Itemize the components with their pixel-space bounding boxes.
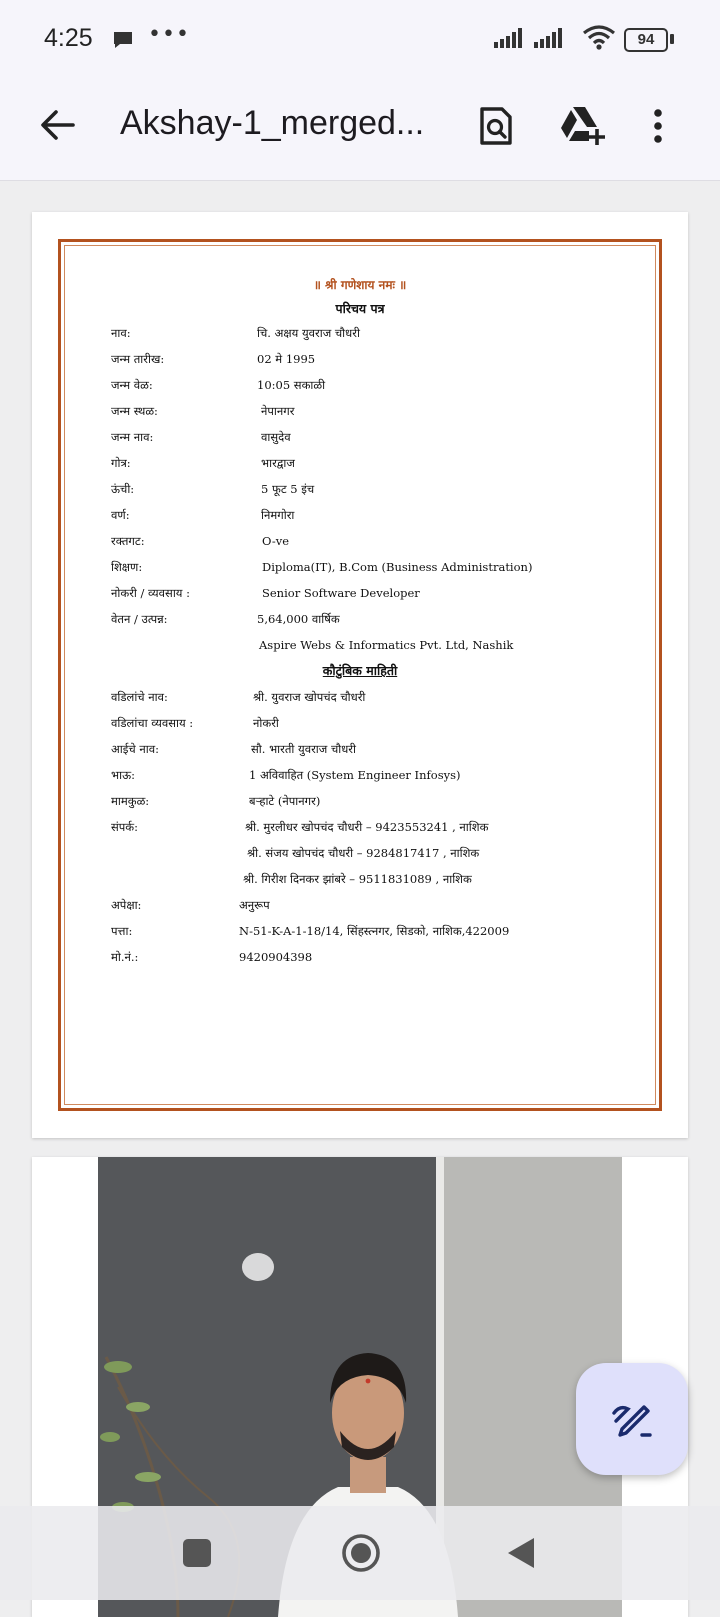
app-bar <box>0 78 720 181</box>
triangle-back-icon <box>506 1536 536 1570</box>
row-label: जन्म नाव: <box>111 430 154 444</box>
row-value: वासुदेव <box>261 430 291 444</box>
drive-add-icon <box>559 105 605 147</box>
family-row-label: मामकुळ: <box>111 794 150 808</box>
arrow-left-icon <box>39 109 75 141</box>
row-label: जन्म वेळ: <box>111 378 153 392</box>
row-label: नोकरी / व्यवसाय : <box>111 586 191 600</box>
family-row-value: श्री. युवराज खोपचंद चौधरी <box>253 690 366 704</box>
add-to-drive-button[interactable] <box>556 100 608 152</box>
row-value: Diploma(IT), B.Com (Business Administration) <box>262 560 533 574</box>
row-value: Senior Software Developer <box>262 586 420 600</box>
row-value: 10:05 सकाळी <box>257 378 326 392</box>
row-label: शिक्षण: <box>111 560 143 574</box>
row-value: निमगोरा <box>261 508 295 522</box>
family-row-value: सौ. भारती युवराज चौधरी <box>251 742 356 756</box>
status-time: 4:25 <box>44 24 93 52</box>
family-row-value: 1 अविवाहित (System Engineer Infosys) <box>249 768 461 782</box>
wifi-icon <box>582 24 616 50</box>
row-value: चि. अक्षय युवराज चौधरी <box>257 326 360 340</box>
pdf-page-1[interactable] <box>32 212 688 1138</box>
signal-icon <box>494 28 526 48</box>
circle-icon <box>341 1533 381 1573</box>
row-label: नाव: <box>111 326 131 340</box>
family-heading: कौटुंबिक माहिती <box>322 663 398 678</box>
final-row-label: मो.नं.: <box>111 950 139 964</box>
row-value: भारद्वाज <box>261 456 295 470</box>
row-label: वेतन / उत्पन्न: <box>111 612 168 626</box>
document-search-icon <box>478 106 514 146</box>
row-value: 5,64,000 वार्षिक <box>257 612 340 626</box>
square-icon <box>182 1538 212 1568</box>
family-row-value: बऱ्हाटे (नेपानगर) <box>249 794 321 808</box>
status-bar <box>0 0 720 78</box>
final-row-label: अपेक्षा: <box>111 898 142 912</box>
row-value: 02 मे 1995 <box>257 352 316 366</box>
family-row-label: वडिलांचा व्यवसाय : <box>111 716 194 730</box>
edit-pen-icon <box>608 1395 656 1443</box>
family-row-label: वडिलांचे नाव: <box>111 690 168 704</box>
contact-line: श्री. गिरीश दिनकर झांबरे – 9511831089 , नाशिक <box>243 872 472 886</box>
back-button[interactable] <box>32 100 82 150</box>
row-value: नेपानगर <box>261 404 295 418</box>
recents-button[interactable] <box>172 1528 222 1578</box>
final-row-value: अनुरूप <box>239 898 270 912</box>
row-label: जन्म तारीख: <box>111 352 165 366</box>
row-label: वर्ण: <box>111 508 130 522</box>
final-row-label: पत्ता: <box>111 924 133 938</box>
system-navigation-bar <box>0 1506 720 1600</box>
final-row-value: 9420904398 <box>239 950 313 964</box>
family-row-label: संपर्क: <box>111 820 139 834</box>
home-button[interactable] <box>336 1528 386 1578</box>
edit-fab-button[interactable] <box>576 1363 688 1475</box>
message-icon <box>112 30 134 50</box>
more-notifications-icon: ••• <box>148 22 190 47</box>
row-value: 5 फूट 5 इंच <box>261 482 315 496</box>
document-title: Akshay-1_merged... <box>120 104 425 142</box>
row-label: गोत्र: <box>111 456 131 470</box>
contact-line: श्री. मुरलीधर खोपचंद चौधरी – 9423553241 , नाशिक <box>245 820 489 834</box>
company-name: Aspire Webs & Informatics Pvt. Ltd, Nashik <box>259 638 514 652</box>
family-row-label: भाऊ: <box>111 768 135 782</box>
more-options-button[interactable] <box>638 100 678 152</box>
row-value: O-ve <box>262 534 290 548</box>
final-row-value: N-51-K-A-1-18/14, सिंहस्त्नगर, सिडको, नाशिक,422009 <box>239 924 510 938</box>
system-back-button[interactable] <box>496 1528 546 1578</box>
battery-indicator: 94 <box>624 28 668 52</box>
invocation-text: ॥ श्री गणेशाय नमः ॥ <box>313 278 407 292</box>
signal-icon-2 <box>534 28 566 48</box>
row-label: रक्तगट: <box>111 534 145 548</box>
family-row-label: आईचे नाव: <box>111 742 159 756</box>
row-label: ऊंची: <box>111 482 135 496</box>
row-label: जन्म स्थळ: <box>111 404 158 418</box>
contact-line: श्री. संजय खोपचंद चौधरी – 9284817417 , नाशिक <box>247 846 480 860</box>
page-border <box>58 239 662 1111</box>
family-row-value: नोकरी <box>253 716 279 730</box>
more-vertical-icon <box>653 108 663 144</box>
find-in-document-button[interactable] <box>470 100 522 152</box>
battery-tip <box>670 34 674 44</box>
biodata-heading: परिचय पत्र <box>335 301 385 316</box>
